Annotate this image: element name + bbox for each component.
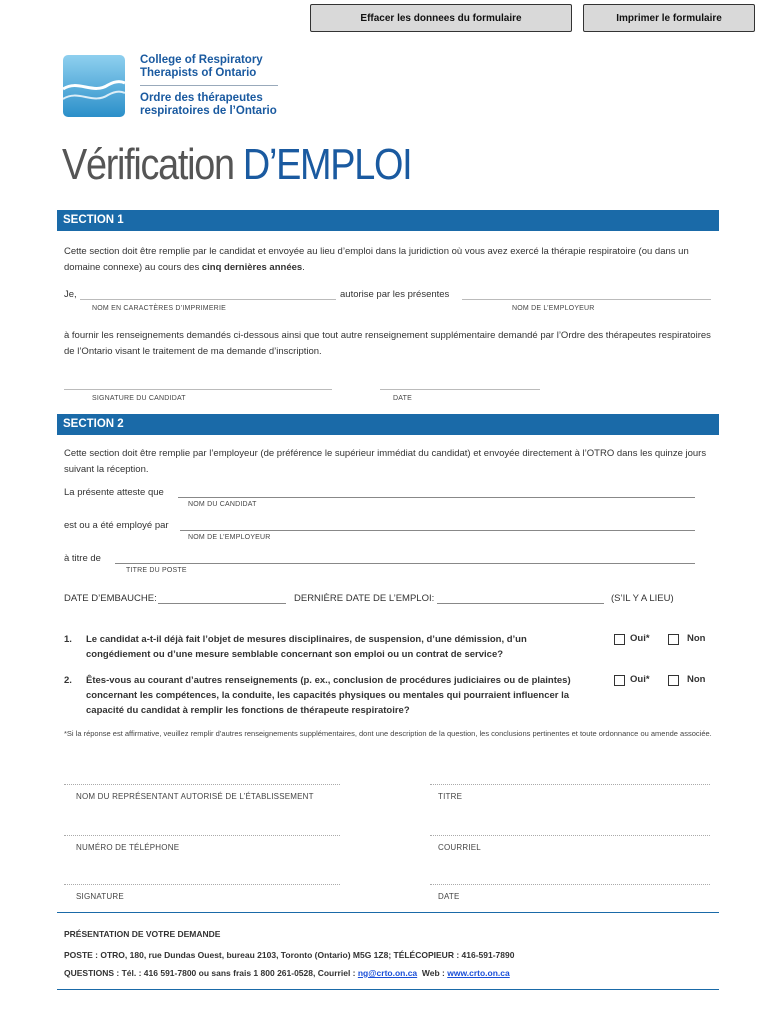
section2-intro: Cette section doit être remplie par l’employeur (de préférence le supérieur immédiat du candidat) et envoyée directement à l’OTRO dans les quinze jours suivant la réception.	[64, 448, 707, 475]
footer-web-label: Web :	[417, 968, 448, 978]
candidate-signature-field[interactable]	[64, 389, 332, 390]
employer-input[interactable]	[180, 530, 695, 531]
logo-en-line1: College of Respiratory	[140, 54, 263, 66]
logo-icon	[63, 55, 125, 117]
candidate-name-input[interactable]	[178, 497, 695, 498]
logo-text-fr	[140, 92, 277, 118]
print-form-button[interactable]: Imprimer le formulaire	[583, 4, 755, 32]
date-caption: DATE	[438, 892, 460, 901]
titre-label: à titre de	[64, 553, 101, 564]
phone-caption: NUMÉRO DE TÉLÉPHONE	[76, 843, 180, 852]
je-label: Je,	[64, 289, 77, 300]
logo-divider	[140, 85, 278, 86]
rep-name-field[interactable]	[64, 784, 340, 785]
q2-oui-checkbox[interactable]	[614, 675, 625, 686]
employe-label: est ou a été employé par	[64, 520, 169, 531]
candidate-name-field[interactable]	[80, 299, 336, 300]
rep-signature-field[interactable]	[64, 884, 340, 885]
autorise-label: autorise par les présentes	[340, 289, 450, 300]
footer-questions-text: QUESTIONS : Tél. : 416 591-7800 ou sans frais 1 800 261-0528, Courriel :	[64, 968, 358, 978]
q2-non-checkbox[interactable]	[668, 675, 679, 686]
section2-header: SECTION 2	[57, 414, 719, 435]
derniere-label: DERNIÈRE DATE DE L’EMPLOI:	[294, 593, 435, 604]
caption-employer: NOM DE L’EMPLOYEUR	[512, 305, 595, 312]
rep-title-field[interactable]	[430, 784, 710, 785]
web-link[interactable]: www.crto.on.ca	[447, 968, 510, 978]
caption-date: DATE	[393, 395, 412, 402]
section1-intro-bold: cinq dernières années	[201, 261, 303, 273]
section1-intro-text: Cette section doit être remplie par le candidat et envoyée au lieu d’emploi dans la juridiction où vous avez exercé la thérapie respiratoire (ou dans un domaine connexe) au cours des	[64, 246, 689, 273]
email-field[interactable]	[430, 835, 710, 836]
page-title	[62, 140, 411, 190]
rep-date-field[interactable]	[430, 884, 710, 885]
q1-non-label: Non	[687, 633, 706, 644]
email-caption: COURRIEL	[438, 843, 481, 852]
employer-name-field[interactable]	[462, 299, 711, 300]
caption-print-name: NOM EN CARACTÈRES D’IMPRIMERIE	[92, 305, 226, 312]
atteste-label: La présente atteste que	[64, 487, 164, 498]
q1-oui-checkbox[interactable]	[614, 634, 625, 645]
title-part2: D’EMPLOI	[242, 140, 412, 189]
phone-field[interactable]	[64, 835, 340, 836]
footer-questions	[64, 968, 510, 978]
footer-bottom-rule	[57, 989, 719, 990]
section1-intro-end: .	[302, 261, 305, 273]
q1-number: 1.	[64, 634, 72, 645]
footnote: *Si la réponse est affirmative, veuillez remplir d’autres renseignements supplémentaires, dont une description de la question, les conclusions pertinentes et toute ordonnance ou amende associée.	[64, 729, 712, 738]
job-title-input[interactable]	[115, 563, 695, 564]
candidate-date-field[interactable]	[380, 389, 540, 390]
clear-form-button[interactable]: Effacer les donnees du formulaire	[310, 4, 572, 32]
footer-top-rule	[57, 912, 719, 913]
q1-oui-label: Oui*	[630, 633, 650, 644]
q2-text: Êtes-vous au courant d’autres renseignements (p. ex., conclusion de procédures judiciaires ou de plaintes) concernant les compétences, la conduite, les capacités physiques ou mentales qui pourraient influencer la capacité du candidat à remplir les fonctions de thérapeute respiratoire?	[86, 675, 571, 716]
q2-oui-label: Oui*	[630, 674, 650, 685]
logo-fr-line1: Ordre des thérapeutes	[140, 92, 263, 104]
lieu-label: (S’IL Y A LIEU)	[611, 593, 674, 604]
section1-header: SECTION 1	[57, 210, 719, 231]
embauche-label: DATE D’EMBAUCHE:	[64, 593, 157, 604]
caption-employer-2: NOM DE L’EMPLOYEUR	[188, 534, 271, 541]
caption-signature: SIGNATURE DU CANDIDAT	[92, 395, 186, 402]
q2-number: 2.	[64, 675, 72, 686]
last-date-input[interactable]	[437, 603, 604, 604]
section1-para2: à fournir les renseignements demandés ci-dessous ainsi que tout autre renseignement supplémentaire demandé par l’Ordre des thérapeutes respiratoires de l’Ontario visant le traitement de ma demande d’inscription.	[64, 330, 711, 357]
section1-intro	[64, 244, 714, 275]
signature-caption: SIGNATURE	[76, 892, 124, 901]
rep-name-caption: NOM DU REPRÉSENTANT AUTORISÉ DE L’ÉTABLISSEMENT	[76, 792, 314, 801]
caption-job-title: TITRE DU POSTE	[126, 567, 187, 574]
logo-text-en	[140, 54, 263, 80]
footer-heading: PRÉSENTATION DE VOTRE DEMANDE	[64, 929, 221, 939]
q1-non-checkbox[interactable]	[668, 634, 679, 645]
rep-title-caption: TITRE	[438, 792, 463, 801]
title-part1: Vérification	[62, 140, 243, 189]
logo-fr-line2: respiratoires de l’Ontario	[140, 105, 277, 117]
hire-date-input[interactable]	[158, 603, 286, 604]
logo-en-line2: Therapists of Ontario	[140, 67, 257, 79]
q2-non-label: Non	[687, 674, 706, 685]
footer-poste: POSTE : OTRO, 180, rue Dundas Ouest, bureau 2103, Toronto (Ontario) M5G 1Z8; TÉLÉCOPIEUR : 416-591-7890	[64, 950, 515, 960]
email-link[interactable]: ng@crto.on.ca	[357, 968, 418, 978]
q1-text: Le candidat a-t-il déjà fait l’objet de mesures disciplinaires, de suspension, d’une démission, d’un congédiement ou d’une mesure semblable concernant son emploi ou un contrat de service?	[86, 634, 527, 660]
caption-candidate: NOM DU CANDIDAT	[188, 501, 257, 508]
